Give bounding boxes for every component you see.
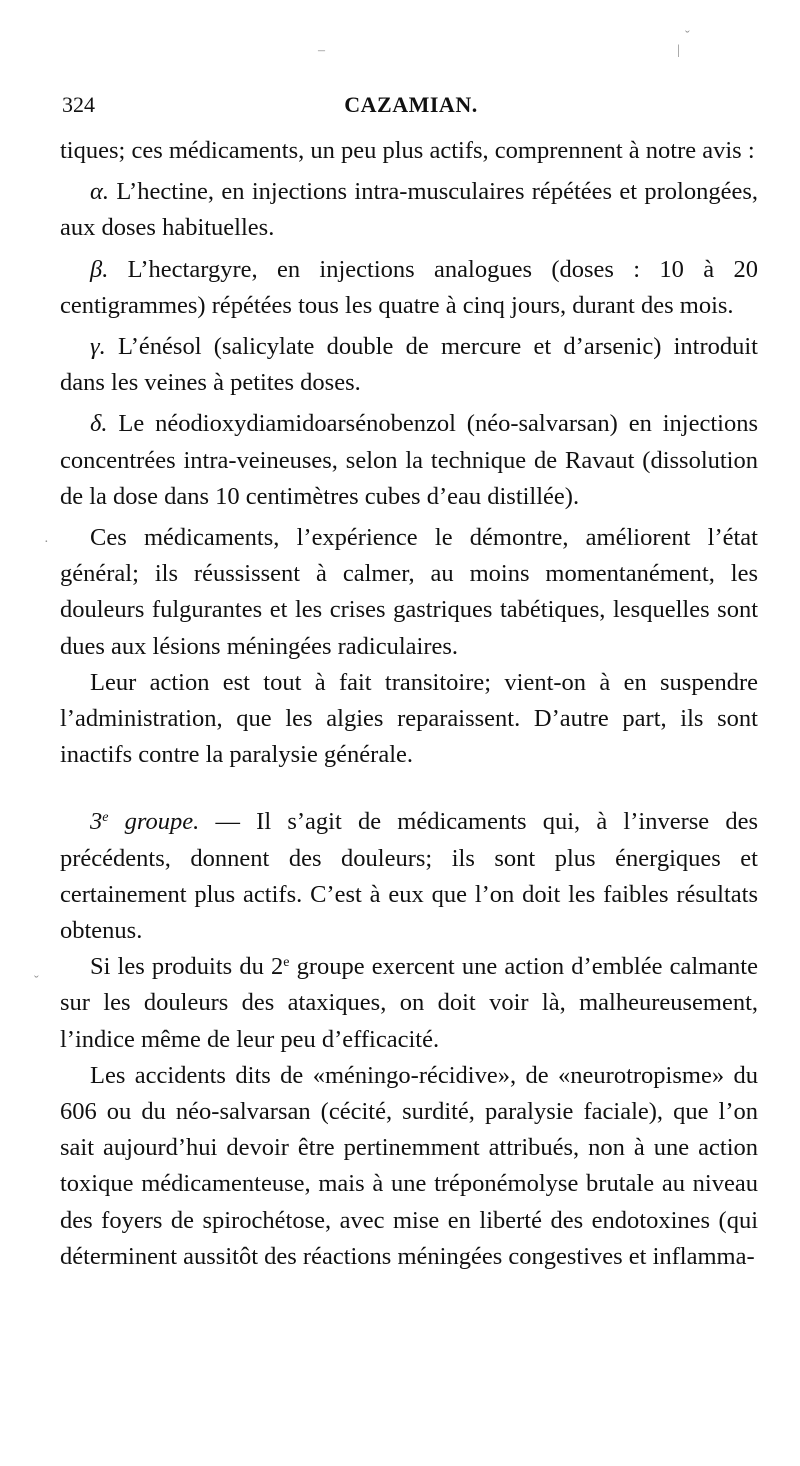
printing-mark: | bbox=[677, 43, 680, 58]
item-text: L’énésol (salicylate double de mercure et d’arsenic) introduit dans les veines à petites doses. bbox=[60, 333, 758, 397]
printing-mark: ˇ bbox=[685, 29, 690, 44]
intro-paragraph: tiques; ces médicaments, un peu plus actifs, comprennent à notre avis : bbox=[60, 137, 755, 164]
paragraph-text-before: Si les produits du 2 bbox=[90, 953, 284, 981]
group-label: groupe. bbox=[108, 808, 200, 836]
printing-mark: – bbox=[318, 43, 325, 58]
ordinal-superscript: e bbox=[283, 955, 290, 971]
running-head: CAZAMIAN. bbox=[344, 92, 478, 117]
paragraph-group-3 bbox=[60, 804, 758, 949]
list-item-beta bbox=[60, 252, 758, 324]
group-text: — Il s’agit de médicaments qui, à l’inverse des précédents, donnent des douleurs; ils sont plus énergiques et certainement plus actifs. C’est à eux que l’on doit les faibles résultats obtenus. bbox=[60, 808, 758, 945]
paragraph-accidents: Les accidents dits de «méningo-récidive», de «neurotropisme» du 606 ou du néo-salvarsan (cécité, surdité, paralysie faciale), que l’on sait aujourd’hui devoir être pertinemment attribués, non à une action toxique médicamenteuse, mais à une tréponémolyse brutale au niveau des foyers de spirochétose, avec mise en liberté des endotoxines (qui déterminent aussitôt des réactions méningées congestives et inflamma- bbox=[60, 1061, 758, 1270]
page-text bbox=[60, 133, 758, 1275]
page-header bbox=[62, 90, 760, 120]
group-number: 3 bbox=[90, 808, 103, 836]
printing-mark: · bbox=[44, 535, 49, 550]
paragraph-text-after: groupe exercent une action d’emblée calmante sur les douleurs des ataxiques, on doit voir là, malheureusement, l’indice même de leur peu d’efficacité. bbox=[60, 953, 758, 1053]
printing-mark: ˇ bbox=[34, 974, 39, 989]
list-item-alpha bbox=[60, 174, 758, 246]
item-letter: γ. bbox=[90, 333, 106, 361]
item-letter: α. bbox=[90, 178, 109, 206]
list-item-delta bbox=[60, 406, 758, 515]
item-text: Le néodioxydiamidoarsénobenzol (néo-salvarsan) en injections concentrées intra-veineuses, selon la technique de Ravaut (dissolution de la dose dans 10 centimètres cubes d’eau distillée). bbox=[60, 410, 758, 510]
group-superscript: e bbox=[102, 810, 109, 826]
paragraph-group-2-note bbox=[60, 949, 758, 1058]
item-letter: δ. bbox=[90, 410, 108, 438]
item-text: L’hectargyre, en injections analogues (doses : 10 à 20 centigrammes) répétées tous les quatre à cinq jours, durant des mois. bbox=[60, 255, 758, 319]
paragraph-effects: Ces médicaments, l’expérience le démontre, améliorent l’état général; ils réussissent à calmer, au moins momentanément, les douleurs fulgurantes et les crises gastriques tabétiques, lesquelles sont dues aux lésions méningées radiculaires. bbox=[60, 524, 758, 660]
list-item-gamma bbox=[60, 329, 758, 401]
paragraph-transitory: Leur action est tout à fait transitoire; vient-on à en suspendre l’administration, que les algies reparaissent. D’autre part, ils sont inactifs contre la paralysie générale. bbox=[60, 668, 758, 769]
page-number: 324 bbox=[62, 92, 95, 117]
item-text: L’hectine, en injections intra-musculaires répétées et prolongées, aux doses habituelles. bbox=[60, 178, 758, 242]
item-letter: β. bbox=[90, 255, 109, 283]
